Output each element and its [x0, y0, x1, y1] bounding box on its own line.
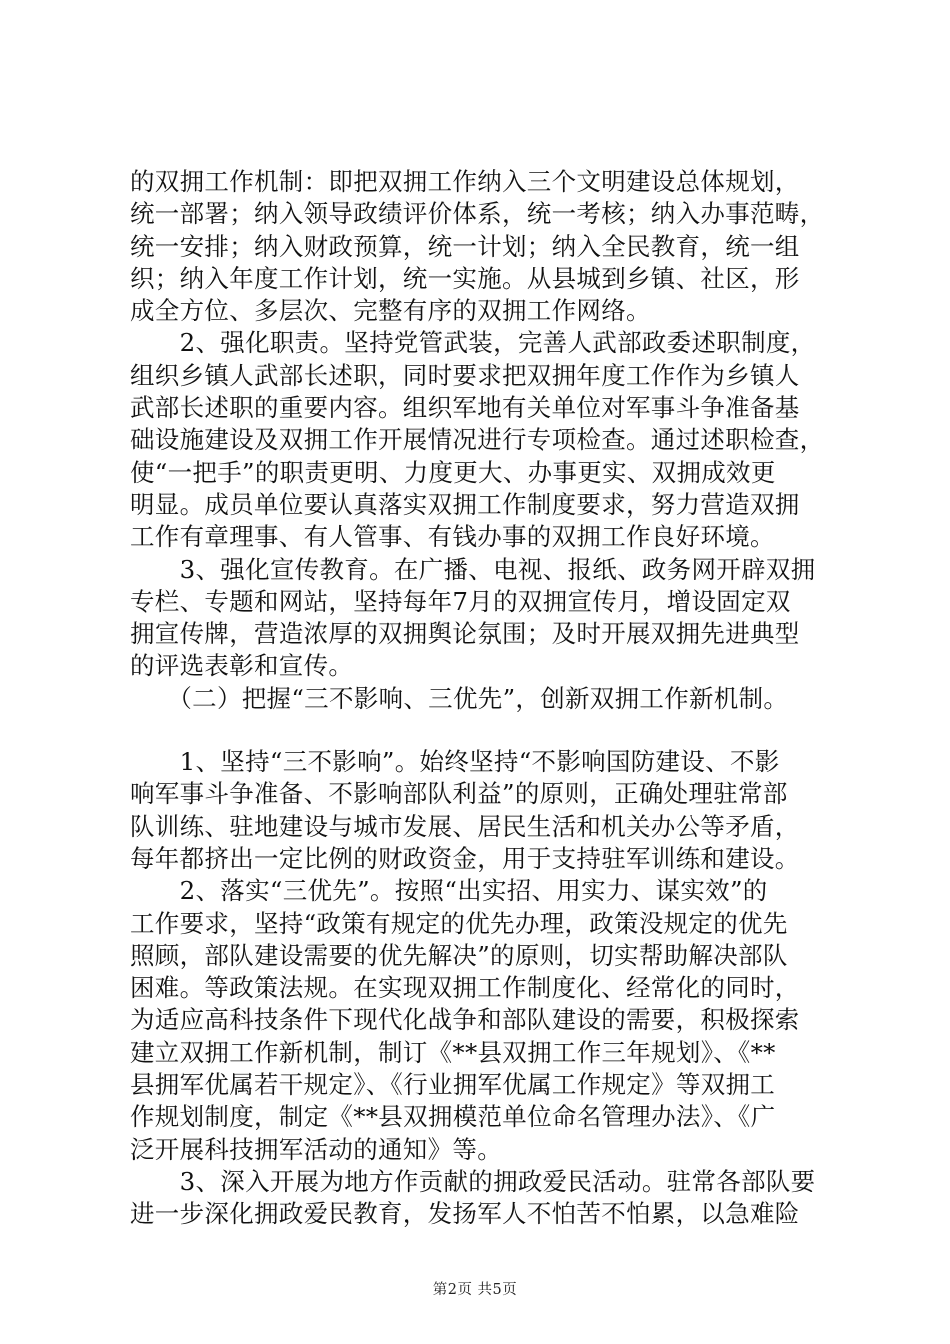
text-line: 响军事斗争准备、不影响部队利益”的原则，正确处理驻常部 [130, 779, 788, 809]
paragraph-start-line: 1、坚持“三不影响”。始终坚持“不影响国防建设、不影 [130, 747, 780, 777]
text-line: 工作要求，坚持“政策有规定的优先办理，政策没规定的优先 [130, 908, 788, 938]
text-line: 武部长述职的重要内容。组织军地有关单位对军事斗争准备基 [130, 393, 800, 423]
paragraph-start-line: 2、落实“三优先”。按照“出实招、用实力、谋实效”的 [130, 876, 768, 906]
text-line: 作规划制度，制定《**县双拥模范单位命名管理办法》、《广 [130, 1102, 776, 1132]
text-line: 统一安排；纳入财政预算，统一计划；纳入全民教育，统一组 [130, 231, 800, 261]
paragraph-start-line: 3、强化宣传教育。在广播、电视、报纸、政务网开辟双拥 [130, 554, 816, 584]
text-line: 县拥军优属若干规定》、《行业拥军优属工作规定》等双拥工 [130, 1070, 776, 1100]
page-number-footer: 第2页 共5页 [432, 1282, 518, 1298]
text-line: 建立双拥工作新机制，制订《**县双拥工作三年规划》、《** [130, 1037, 776, 1067]
text-line: 困难。等政策法规。在实现双拥工作制度化、经常化的同时， [130, 973, 800, 1003]
document-body [130, 166, 840, 1231]
paragraph-gap [130, 715, 840, 746]
text-line: 的双拥工作机制：即把双拥工作纳入三个文明建设总体规划， [130, 167, 800, 196]
text-line: 队训练、驻地建设与城市发展、居民生活和机关办公等矛盾， [130, 811, 800, 841]
text-line: 的评选表彰和宣传。 [130, 651, 354, 681]
text-line: 成全方位、多层次、完整有序的双拥工作网络。 [130, 296, 651, 326]
text-line: 进一步深化拥政爱民教育，发扬军人不怕苦不怕累，以急难险 [130, 1199, 800, 1229]
paragraph-start-line: 3、深入开展为地方作贡献的拥政爱民活动。驻常各部队要 [130, 1166, 816, 1196]
section-heading: （二）把握“三不影响、三优先”，创新双拥工作新机制。 [130, 683, 789, 713]
text-line: 照顾，部队建设需要的优先解决”的原则，切实帮助解决部队 [130, 940, 788, 970]
paragraph-start-line: 2、强化职责。坚持党管武装，完善人武部政委述职制度， [130, 328, 816, 358]
text-line: 为适应高科技条件下现代化战争和部队建设的需要，积极探索 [130, 1005, 800, 1035]
text-line: 工作有章理事、有人管事、有钱办事的双拥工作良好环境。 [130, 522, 775, 552]
text-line: 专栏、专题和网站，坚持每年7月的双拥宣传月，增设固定双 [130, 586, 791, 616]
text-line: 泛开展科技拥军活动的通知》等。 [130, 1134, 502, 1164]
text-line: 础设施建设及双拥工作开展情况进行专项检查。通过述职检查， [130, 425, 825, 455]
text-line: 明显。成员单位要认真落实双拥工作制度要求，努力营造双拥 [130, 489, 800, 519]
text-line: 织；纳入年度工作计划，统一实施。从县城到乡镇、社区，形 [130, 263, 800, 293]
text-line: 拥宣传牌，营造浓厚的双拥舆论氛围；及时开展双拥先进典型 [130, 619, 800, 649]
text-line: 统一部署；纳入领导政绩评价体系，统一考核；纳入办事范畴， [130, 199, 825, 229]
text-line: 每年都挤出一定比例的财政资金，用于支持驻军训练和建设。 [130, 843, 800, 873]
text-line: 使“一把手”的职责更明、力度更大、办事更实、双拥成效更 [130, 457, 776, 487]
text-line: 组织乡镇人武部长述职，同时要求把双拥年度工作作为乡镇人 [130, 360, 800, 390]
